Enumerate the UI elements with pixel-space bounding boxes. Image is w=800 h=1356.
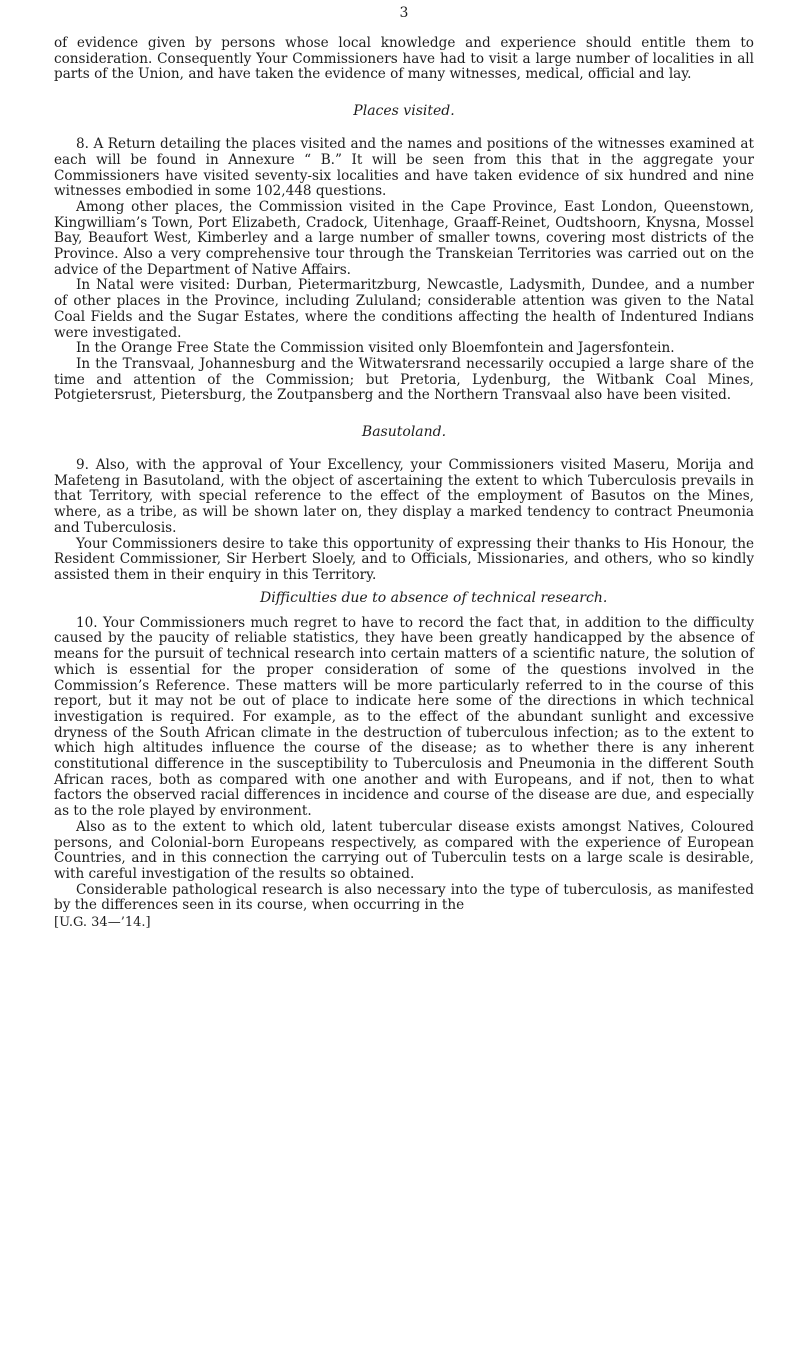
paragraph-orange-free-state: In the Orange Free State the Commission visited only Bloemfontein and Jagersfontein. [76,340,675,357]
paragraph-thanks: Your Commissioners desire to take this opportunity of expressing their thanks to His Honour, the Resident Commissioner, Sir Herbert Sloely, and to Officials, Missionaries, and others, who so kindly assisted them in their enquiry in this Territory. [54,535,754,583]
section-heading-places: Places visited. [353,103,455,120]
paragraph-10: 10. Your Commissioners much regret to have to record the fact that, in addition to the difficulty caused by the paucity of reliable statistics, they have been greatly handicapped by the absence of means for the pursuit of technical research into certain matters of a scientific nature, the solution of which is essential for the proper consideration of some of the questions involved in the Commission’s Reference. These matters will be more particularly referred to in the course of this report, but it may not be out of place to indicate here some of the directions in which technical investigation is required. For example, as to the effect of the abundant sunlight and excessive dryness of the South African climate in the destruction of tuberculous infection; as to the extent to which high altitudes influence the course of the disease; as to whether there is any inherent constitutional difference in the susceptibility to Tuberculosis and Pneumonia in the different South African races, both as compared with one another and with Europeans, and if not, then to what factors the observed racial differences in incidence and course of the disease are due, and especially as to the role played by environment. [54,614,754,820]
paragraph-cape-province: Among other places, the Commission visited in the Cape Province, East London, Queenstown, Kingwilliam’s Town, Port Elizabeth, Cradock, Uitenhage, Graaff-Reinet, Oudtshoorn, Knysna, Mossel Bay, Beaufort West, Kimberley and a large number of smaller towns, covering most districts of the Province. Also a very comprehensive tour through the Transkeian Territories was carried out on the advice of the Department of Native Affairs. [54,198,754,278]
paragraph-9: 9. Also, with the approval of Your Excellency, your Commissioners visited Maseru, Morija and Mafeteng in Basutoland, with the object of ascertaining the extent to which Tuberculosis prevails in that Territory, with special reference to the effect of the employment of Basutos on the Mines, where, as a tribe, as will be shown later on, they display a marked tendency to contract Pneumonia and Tuberculosis. [54,457,754,536]
paragraph-transvaal: In the Transvaal, Johannesburg and the Witwatersrand necessarily occupied a large share of the time and attention of the Commission; but Pretoria, Lydenburg, the Witbank Coal Mines, Potgietersrust, Pietersburg, the Zoutpansberg and the Northern Transvaal also have been visited. [54,355,754,404]
paragraph-pathological-research: Considerable pathological research is also necessary into the type of tuberculosis, as manifested by the differences seen in its course, when occurring in the [54,881,754,914]
paragraph-natal: In Natal were visited: Durban, Pietermaritzburg, Newcastle, Ladysmith, Dundee, and a number of other places in the Province, including Zululand; considerable attention was given to the Natal Coal Fields and the Sugar Estates, where the conditions affecting the health of Indentured Indians were investigated. [54,277,754,341]
intro-paragraph: of evidence given by persons whose local knowledge and experience should entitle them to consideration. Consequently Your Commissioners have had to visit a large number of localities in all parts of the Union, and have taken the evidence of many witnesses, medical, official and lay. [54,35,754,83]
footer-publication-code: [U.G. 34—’14.] [54,915,151,931]
paragraph-latent-disease: Also as to the extent to which old, latent tubercular disease exists amongst Natives, Coloured persons, and Colonial-born Europeans respectively, as compared with the experience of European Countries, and in this connection the carrying out of Tuberculin tests on a large scale is desirable, with careful investigation of the results so obtained. [54,818,754,882]
section-heading-difficulties: Difficulties due to absence of technical research. [260,589,608,606]
page-number: 3 [399,5,409,21]
paragraph-8: 8. A Return detailing the places visited and the names and positions of the witnesses examined at each will be found in Annexure “ B.” It will be seen from this that in the aggregate your Commissioners have visited seventy-six localities and have taken evidence of six hundred and nine witnesses embodied in some 102,448 questions. [54,136,754,200]
section-heading-basutoland: Basutoland. [361,424,447,441]
